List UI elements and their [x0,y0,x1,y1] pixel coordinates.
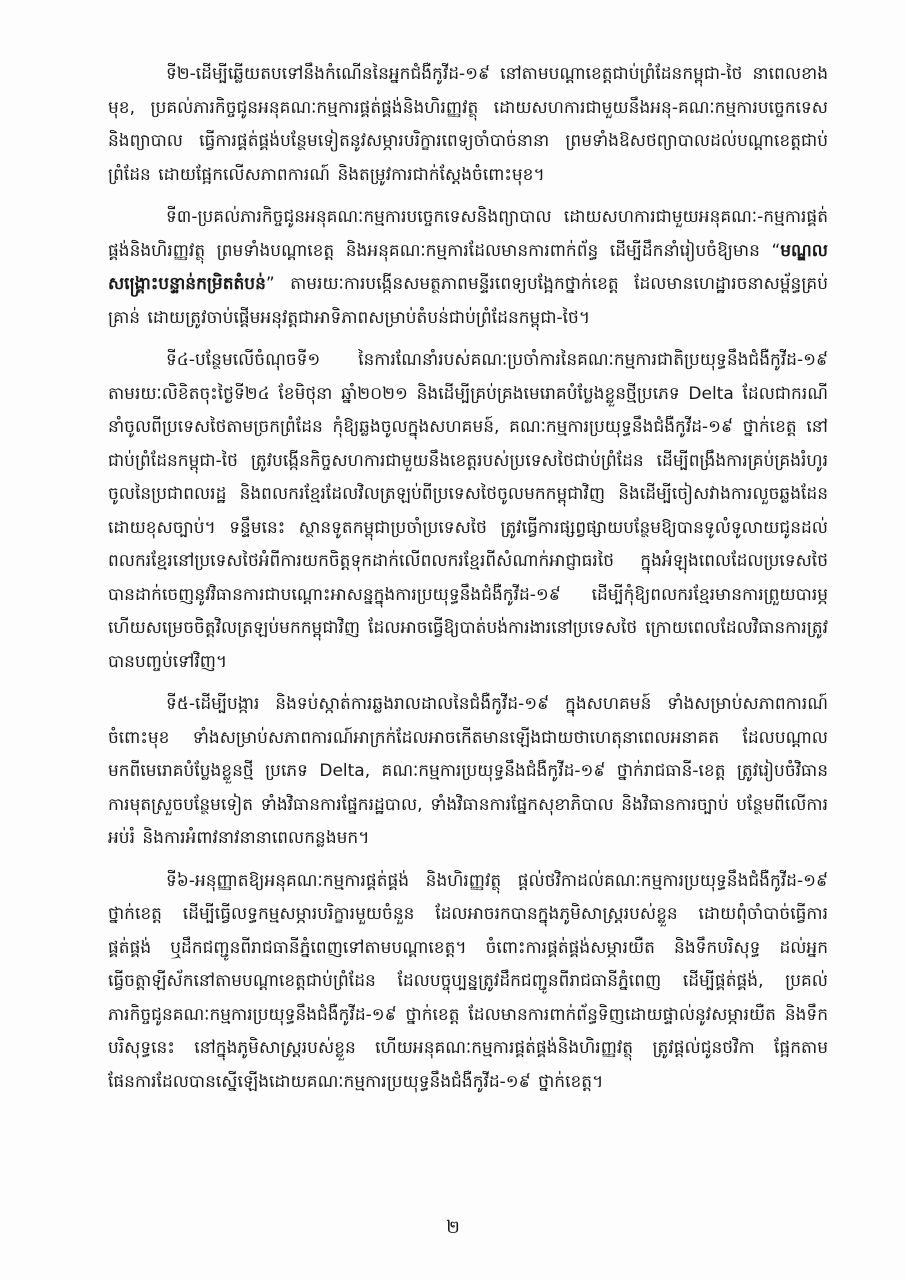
page-number: ២ [446,1217,460,1238]
paragraph-4 [108,344,828,679]
paragraph-3 [108,201,828,335]
paragraph-5 [108,688,828,856]
paragraph-3-text-a: ទី៣-ប្រគល់ភារកិច្ចជូនអនុគណៈកម្មការបច្ចេកទេសនិងព្យាបាល ដោយសហការជាមួយអនុគណៈ-កម្មការផ្គត់ផ្គង់និងហិរញ្ញវត្ថុ ព្រមទាំងបណ្តាខេត្ត និងអនុគណៈកម្មការដែលមានការពាក់ព័ន្ធ ដើម្បីដឹកនាំរៀបចំឱ្យមាន “ [108,207,828,261]
paragraph-3-text-b: ” តាមរយៈការបង្កើនសមត្ថភាពមន្ទីរពេទ្យបង្អែកថ្នាក់ខេត្ត ដែលមានហេដ្ឋារចនាសម្ព័ន្ធគ្រប់គ្រាន់ ដោយត្រូវចាប់ផ្តើមអនុវត្តជាអាទិភាពសម្រាប់តំបន់ជាប់ព្រំដែនកម្ពុជា-ថៃ។ [108,274,828,328]
paragraph-2-text: ទី២-ដើម្បីឆ្លើយតបទៅនឹងកំណើននៃអ្នកជំងឺកូវីដ-១៩ នៅតាមបណ្តាខេត្តជាប់ព្រំដែនកម្ពុជា-ថៃ នាពេលខាងមុខ, ប្រគល់ភារកិច្ចជូនអនុគណៈកម្មការផ្គត់ផ្គង់និងហិរញ្ញវត្ថុ ដោយសហការជាមួយនឹងអនុ-គណៈកម្មការបច្ចេកទេសនិងព្យាបាល ធ្វើការផ្គត់ផ្គង់បន្ថែមទៀតនូវសម្ភារបរិក្ខារពេទ្យចាំបាច់នានា ព្រមទាំងឱសថព្យាបាលដល់បណ្តាខេត្តជាប់ព្រំដែន ដោយផ្អែកលើសភាពការណ៍ និងតម្រូវការជាក់ស្តែងចំពោះមុខ។ [108,64,828,185]
paragraph-2 [108,58,828,192]
regional-emergency-center-term: មណ្ឌលសង្គ្រោះបន្ទាន់កម្រិតតំបន់ [108,240,828,294]
document-body [108,58,828,1108]
paragraph-5-text: ទី៥-ដើម្បីបង្ការ និងទប់ស្កាត់ការឆ្លងរាលដាលនៃជំងឺកូវីដ-១៩ ក្នុងសហគមន៍ ទាំងសម្រាប់សភាពការណ៍ចំពោះមុខ ទាំងសម្រាប់សភាពការណ៍អាក្រក់ដែលអាចកើតមានឡើងជាយថាហេតុនាពេលអនាគត ដែលបណ្តាលមកពីមេរោគបំប្លែងខ្លួនថ្មី ប្រភេទ Delta, គណៈកម្មការប្រយុទ្ធនឹងជំងឺកូវីដ-១៩ ថ្នាក់រាជធានី-ខេត្ត ត្រូវរៀបចំវិធានការមុតស្រួចបន្ថែមទៀត ទាំងវិធានការផ្នែករដ្ឋបាល, ទាំងវិធានការផ្នែកសុខាភិបាល និងវិធានការច្បាប់ បន្ថែមពីលើការអប់រំ និងការអំពាវនាវនានាពេលកន្លងមក។ [108,694,828,848]
paragraph-4-text: ទី៤-បន្ថែមលើចំណុចទី១ នៃការណែនាំរបស់គណៈប្រចាំការនៃគណៈកម្មការជាតិប្រយុទ្ធនឹងជំងឺកូវីដ-១៩ តាមរយៈលិខិតចុះថ្ងៃទី២៤ ខែមិថុនា ឆ្នាំ២០២១ និងដើម្បីគ្រប់គ្រងមេរោគបំប្លែងខ្លួនថ្មីប្រភេទ Delta ដែលជាករណីនាំចូលពីប្រទេសថៃតាមច្រកព្រំដែន កុំឱ្យឆ្លងចូលក្នុងសហគមន៍, គណៈកម្មការប្រយុទ្ធនឹងជំងឺកូវីដ-១៩ ថ្នាក់ខេត្ត នៅជាប់ព្រំដែនកម្ពុជា-ថៃ ត្រូវបង្កើនកិច្ចសហការជាមួយនឹងខេត្តរបស់ប្រទេសថៃជាប់ព្រំដែន ដើម្បីពង្រឹងការគ្រប់គ្រងរំហូរចូលនៃប្រជាពលរដ្ឋ និងពលករខ្មែរដែលវិលត្រឡប់ពីប្រទេសថៃចូលមកកម្ពុជាវិញ និងដើម្បីចៀសវាងការលួចឆ្លងដែនដោយខុសច្បាប់។ ទន្ទឹមនេះ ស្ថានទូតកម្ពុជាប្រចាំប្រទេសថៃ ត្រូវធ្វើការផ្សព្វផ្សាយបន្ថែមឱ្យបានទូលំទូលាយជូនដល់ពលករខ្មែរនៅប្រទេសថៃអំពីការយកចិត្តទុកដាក់លើពលករខ្មែរពីសំណាក់អាជ្ញាធរថៃ ក្នុងអំឡុងពេលដែលប្រទេសថៃបានដាក់ចេញនូវវិធានការជាបណ្តោះអាសន្នក្នុងការប្រយុទ្ធនឹងជំងឺកូវីដ-១៩ ដើម្បីកុំឱ្យពលករខ្មែរមានការព្រួយបារម្ភ ហើយសម្រេចចិត្តវិលត្រឡប់មកកម្ពុជាវិញ ដែលអាចធ្វើឱ្យបាត់បង់ការងារនៅប្រទេសថៃ ក្រោយពេលដែលវិធានការត្រូវបានបញ្ចប់ទៅវិញ។ [108,350,828,672]
paragraph-6 [108,865,828,1100]
paragraph-6-text: ទី៦-អនុញ្ញាតឱ្យអនុគណៈកម្មការផ្គត់ផ្គង់ និងហិរញ្ញវត្ថុ ផ្តល់ថវិកាដល់គណៈកម្មការប្រយុទ្ធនឹងជំងឺកូវីដ-១៩ ថ្នាក់ខេត្ត ដើម្បីធ្វើលទ្ធកម្មសម្ភារបរិក្ខារមួយចំនួន ដែលអាចរកបានក្នុងភូមិសាស្ត្ររបស់ខ្លួន ដោយពុំចាំបាច់ធ្វើការផ្គត់ផ្គង់ ឬដឹកជញ្ជូនពីរាជធានីភ្នំពេញទៅតាមបណ្តាខេត្ត។ ចំពោះការផ្គត់ផ្គង់សម្ភារយឺត និងទឹកបរិសុទ្ធ ដល់អ្នកធ្វើចត្តាឡីស័កនៅតាមបណ្តាខេត្តជាប់ព្រំដែន ដែលបច្ចុប្បន្នត្រូវដឹកជញ្ជូនពីរាជធានីភ្នំពេញ ដើម្បីផ្គត់ផ្គង់, ប្រគល់ភារកិច្ចជូនគណៈកម្មការប្រយុទ្ធនឹងជំងឺកូវីដ-១៩ ថ្នាក់ខេត្ត ដែលមានការពាក់ព័ន្ធទិញដោយផ្ទាល់នូវសម្ភារយឺត និងទឹកបរិសុទ្ធនេះ នៅក្នុងភូមិសាស្ត្ររបស់ខ្លួន ហើយអនុគណៈកម្មការផ្គត់ផ្គង់និងហិរញ្ញវត្ថុ ត្រូវផ្តល់ជូនថវិកា ផ្អែកតាមផែនការដែលបានស្នើឡើងដោយគណៈកម្មការប្រយុទ្ធនឹងជំងឺកូវីដ-១៩ ថ្នាក់ខេត្ត។ [108,870,828,1092]
